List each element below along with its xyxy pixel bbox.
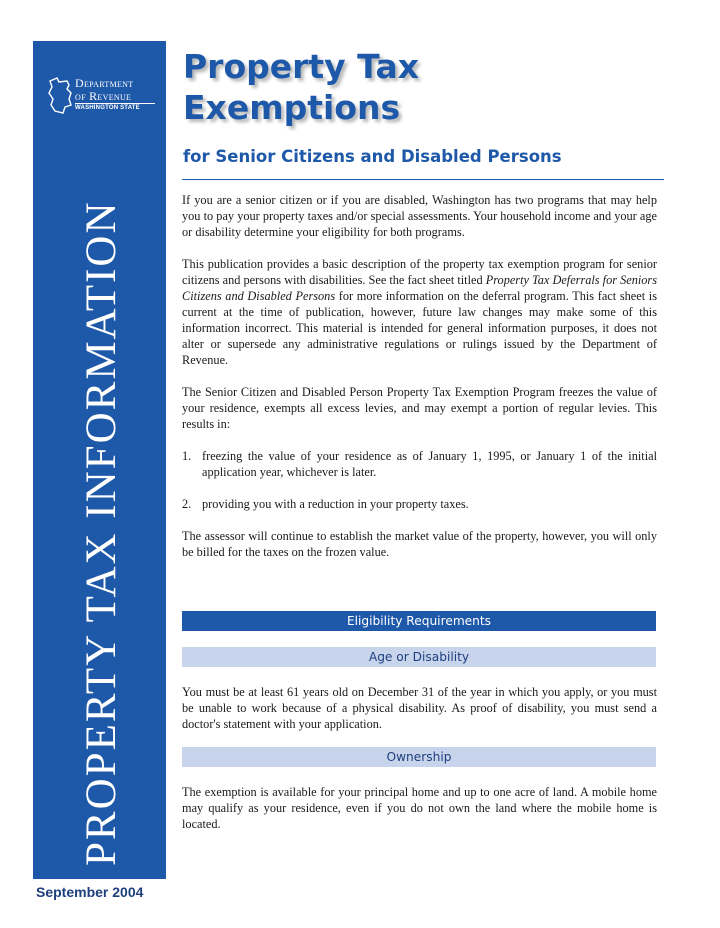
logo-line-revenue: of Revenue [75, 89, 132, 103]
washington-state-icon [47, 75, 73, 115]
sidebar [33, 41, 166, 879]
page-title: Property Tax Exemptions [183, 47, 419, 127]
eligibility-requirements-heading: Eligibility Requirements [182, 611, 656, 631]
age-paragraph: You must be at least 61 years old on December 31 of the year in which you apply, or you must be unable to work because of a physical disability. As proof of disability, you must send a doctor's statement with your application. [182, 685, 657, 731]
deferral-factsheet-title: Property Tax Deferrals for Seniors Citizens and Disabled Persons [182, 273, 657, 303]
title-divider [182, 179, 664, 180]
intro-paragraph: If you are a senior citizen or if you are disabled, Washington has two programs that may help you to pay your property taxes and/or special assessments. Your household income and your age or disability determine your eligibility for both programs. [182, 193, 657, 239]
assessor-paragraph: The assessor will continue to establish the market value of the property, however, you will only be billed for the taxes on the frozen value. [182, 529, 657, 559]
intro-content [182, 192, 657, 560]
logo-line-state: WASHINGTON STATE [75, 105, 140, 111]
ownership-paragraph: The exemption is available for your principal home and up to one acre of land. A mobile home may qualify as your residence, even if you do not own the land where the mobile home is located. [182, 785, 657, 831]
results-list [182, 448, 657, 512]
logo-line-department: Department [75, 76, 134, 90]
list-item: 2. providing you with a reduction in your property taxes. [182, 497, 469, 511]
ownership-heading: Ownership [182, 747, 656, 767]
publication-date: September 2004 [36, 884, 144, 900]
list-item: 1. freezing the value of your residence as of January 1, 1995, or January 1 of the initial application year, whichever is later. [182, 449, 657, 479]
page-subtitle: for Senior Citizens and Disabled Persons [183, 147, 562, 166]
age-or-disability-heading: Age or Disability [182, 647, 656, 667]
logo-divider [75, 103, 155, 104]
vertical-section-title: PROPERTY TAX INFORMATION [78, 200, 125, 866]
program-paragraph: The Senior Citizen and Disabled Person Property Tax Exemption Program freezes the value of your residence, exempts all excess levies, and may exempt a portion of regular levies. This results in: [182, 385, 657, 431]
publication-paragraph: This publication provides a basic description of the property tax exemption program for senior citizens and persons with disabilities. See the fact sheet titled Property Tax Deferrals for Seniors Citizens and Disabled Persons for more information on the deferral program. This fact sheet is current at the time of publication, however, future law changes may make some of this information incorrect. This material is intended for general information purposes, it does not alter or supersede any administrative regulations or rulings issued by the Department of Revenue. [182, 257, 657, 367]
department-of-revenue-logo [47, 71, 157, 121]
